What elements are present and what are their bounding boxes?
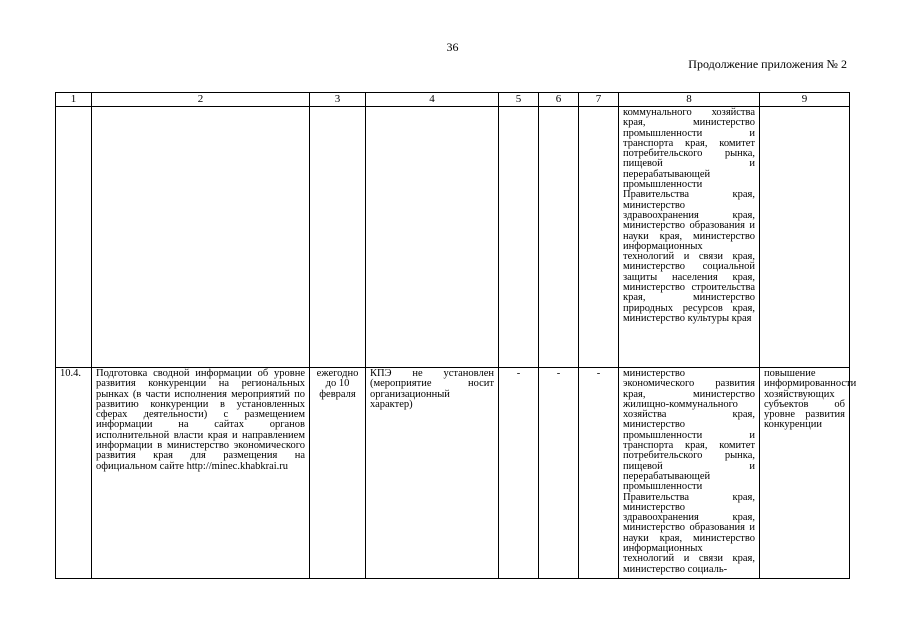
cell-col7: - bbox=[579, 368, 619, 579]
table-row-10-4 bbox=[56, 368, 850, 579]
cell-num bbox=[56, 107, 92, 368]
header-col-1: 1 bbox=[56, 93, 92, 107]
cell-num: 10.4. bbox=[56, 368, 92, 579]
cell-col5: - bbox=[499, 368, 539, 579]
table-row-continued bbox=[56, 107, 850, 368]
header-col-5: 5 bbox=[499, 93, 539, 107]
header-col-2: 2 bbox=[92, 93, 310, 107]
measures-table bbox=[55, 92, 857, 579]
cell-deadline: ежегодно до 10 февраля bbox=[310, 368, 366, 579]
cell-executors: министерство экономического развития края, министерство жилищно-коммунального хозяйства края, министерство промышленности и транспорта края, комитет потребительского рынка, пищевой и перерабатывающей промышленности Правительства края, министерство здравоохранения края, министерство образования и науки края, министерство информационных технологий и связи края, министерство социаль- bbox=[619, 368, 760, 579]
cell-col7 bbox=[579, 107, 619, 368]
page-number: 36 bbox=[446, 40, 459, 54]
cell-executors: коммунального хозяйства края, министерство промышленности и транспорта края, комитет потребительского рынка, пищевой и перерабатывающей промышленности Правительства края, министерство здравоохранения края, министерство образования и науки края, министерство информационных технологий и связи края, министерство социальной защиты населения края, министерство строительства края, министерство природных ресурсов края, министерство культуры края bbox=[619, 107, 760, 368]
cell-deadline bbox=[310, 107, 366, 368]
cell-result: повышение информированности хозяйствующих субъектов об уровне развития конкуренции bbox=[760, 368, 850, 579]
cell-col5 bbox=[499, 107, 539, 368]
cell-result bbox=[760, 107, 850, 368]
cell-indicator bbox=[366, 107, 499, 368]
cell-col6: - bbox=[539, 368, 579, 579]
cell-indicator: КПЭ не установлен (мероприятие носит организационный характер) bbox=[366, 368, 499, 579]
header-col-6: 6 bbox=[539, 93, 579, 107]
header-col-7: 7 bbox=[579, 93, 619, 107]
header-col-4: 4 bbox=[366, 93, 499, 107]
cell-action bbox=[92, 107, 310, 368]
header-col-3: 3 bbox=[310, 93, 366, 107]
appendix-continuation-note: Продолжение приложения № 2 bbox=[688, 57, 847, 71]
cell-col6 bbox=[539, 107, 579, 368]
header-col-8: 8 bbox=[619, 93, 760, 107]
header-row bbox=[56, 93, 850, 107]
cell-action: Подготовка сводной информации об уровне развития конкуренции на региональных рынках (в части исполнения мероприятий по развитию конкуренции в установленных сферах деятельности) с размещением информации на сайтах органов исполнительной власти края и направлением информации в министерство экономического развития края для размещения на официальном сайте http://minec.khabkrai.ru bbox=[92, 368, 310, 579]
header-col-9: 9 bbox=[760, 93, 850, 107]
